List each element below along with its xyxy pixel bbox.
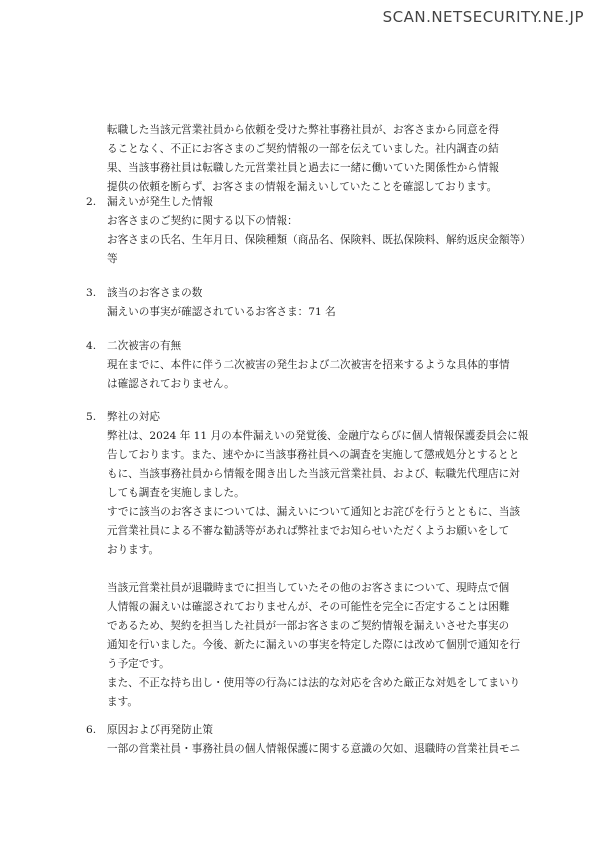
section-number: 2.	[86, 196, 97, 208]
text-line: 当該元営業社員が退職時までに担当していたその他のお客さまについて、現時点で個	[107, 582, 510, 594]
text-line: であるため、契約を担当した社員が一部お客さまのご契約情報を漏えいさせた事実の	[107, 620, 510, 632]
section-heading: 弊社の対応	[107, 411, 160, 423]
section-2	[86, 193, 548, 269]
text-line: う予定です。	[107, 658, 170, 670]
section-number: 4.	[86, 340, 97, 352]
section-5	[86, 408, 548, 712]
text-line: 転職した当該元営業社員から依頼を受けた弊社事務社員が、お客さまから同意を得	[107, 124, 499, 136]
text-line: すでに該当のお客さまについては、漏えいについて通知とお詫びを行うとともに、当該	[107, 506, 521, 518]
text-line: 告しております。また、速やかに当該事務社員への調査を実施して懲戒処分とするとと	[107, 449, 520, 461]
section-heading: 該当のお客さまの数	[107, 287, 203, 299]
site-watermark: SCAN.NETSECURITY.NE.JP	[382, 8, 584, 26]
text-line: 弊社は、2024 年 11 月の本件漏えいの発覚後、金融庁ならびに個人情報保護委員会に報	[107, 430, 529, 442]
text-line: また、不正な持ち出し・使用等の行為には法的な対応を含めた厳正な対処をしてまいり	[107, 677, 521, 689]
text-line: もに、当該事務社員から情報を聞き出した当該元営業社員、および、転職先代理店に対	[107, 468, 520, 480]
text-line: ます。	[107, 696, 138, 708]
section-heading: 原因および再発防止策	[107, 724, 213, 736]
text-line: ることなく、不正にお客さまのご契約情報の一部を伝えていました。社内調査の結	[107, 143, 499, 155]
text-line: 果、当該事務社員は転職した元営業社員と過去に一緒に働いていた関係性から情報	[107, 162, 499, 174]
text-line: 通知を行いました。今後、新たに漏えいの事実を特定した際には改めて個別で通知を行	[107, 639, 521, 651]
section-3	[86, 284, 548, 322]
blank-line	[107, 560, 548, 579]
intro-paragraph	[107, 121, 547, 197]
section-heading: 二次被害の有無	[107, 340, 182, 352]
text-line: お客さまの氏名、生年月日、保険種類（商品名、保険料、既払保険料、解約返戻金額等）	[107, 234, 531, 246]
text-line: おります。	[107, 544, 160, 556]
text-line: 元営業社員による不審な勧誘等があれば弊社までお知らせいただくようお願いをして	[107, 525, 510, 537]
section-number: 5.	[86, 411, 97, 423]
section-number: 6.	[86, 724, 97, 736]
text-line: 一部の営業社員・事務社員の個人情報保護に関する意識の欠如、退職時の営業社員モニ	[107, 743, 521, 755]
text-line: 等	[107, 253, 118, 265]
text-line: お客さまのご契約に関する以下の情報：	[107, 215, 298, 227]
text-line: しても調査を実施しました。	[107, 487, 245, 499]
section-heading: 漏えいが発生した情報	[107, 196, 213, 208]
text-line: 漏えいの事実が確認されているお客さま：71 名	[107, 306, 336, 318]
section-6	[86, 721, 548, 759]
text-line: は確認されておりません。	[107, 378, 235, 390]
text-line: 現在までに、本件に伴う二次被害の発生および二次被害を招来するような具体的事情	[107, 359, 510, 371]
section-number: 3.	[86, 287, 97, 299]
section-4	[86, 337, 548, 394]
text-line: 提供の依頼を断らず、お客さまの情報を漏えいしていたことを確認しております。	[107, 181, 498, 193]
text-line: 人情報の漏えいは確認されておりませんが、その可能性を完全に否定することは困難	[107, 601, 510, 613]
